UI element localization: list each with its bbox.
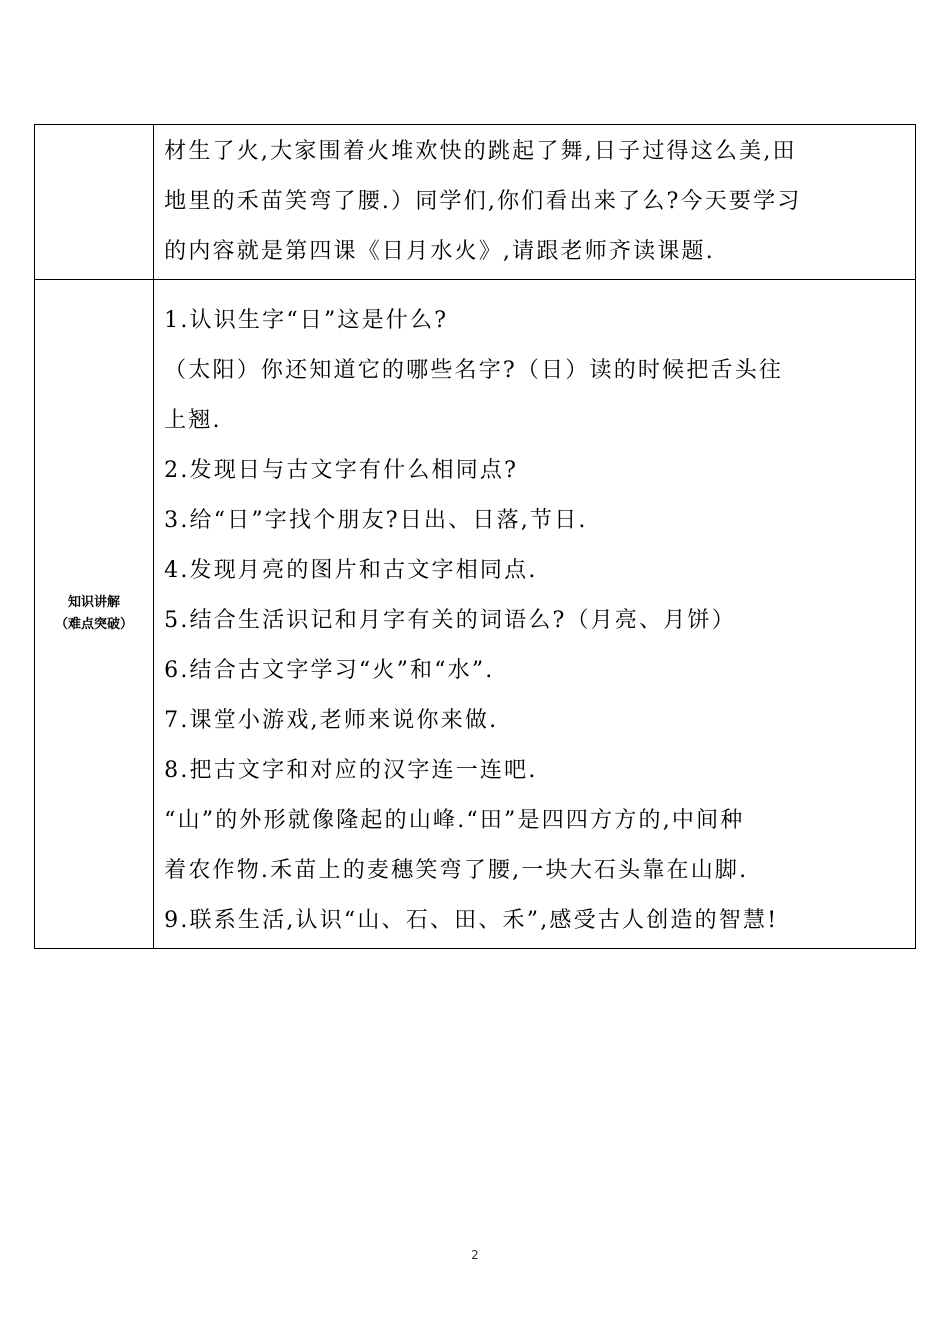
- content-line: 7.课堂小游戏,老师来说你来做.: [164, 708, 499, 733]
- lesson-plan-table: [34, 124, 916, 949]
- content-line: 4.发现月亮的图片和古文字相同点.: [164, 558, 538, 583]
- content-line: 5.结合生活识记和月字有关的词语么?（月亮、月饼）: [164, 608, 736, 633]
- content-line: 的内容就是第四课《日月水火》,请跟老师齐读课题.: [164, 239, 715, 264]
- row-content-cell: [154, 280, 916, 949]
- row-label-cell: [35, 280, 154, 949]
- content-line: 9.联系生活,认识“山、石、田、禾”,感受古人创造的智慧!: [164, 908, 779, 933]
- content-line: 地里的禾苗笑弯了腰.）同学们,你们看出来了么?今天要学习: [164, 189, 802, 214]
- table-row: [35, 280, 916, 949]
- section-sublabel: （难点突破）: [55, 617, 134, 632]
- content-line: “山”的外形就像隆起的山峰.“田”是四四方方的,中间种: [164, 808, 745, 833]
- content-line: （太阳）你还知道它的哪些名字?（日）读的时候把舌头往: [164, 358, 784, 383]
- content-line: 1.认识生字“日”这是什么?: [164, 308, 449, 333]
- content-line: 材生了火,大家围着火堆欢快的跳起了舞,日子过得这么美,田: [164, 139, 797, 164]
- section-label: 知识讲解: [68, 595, 121, 610]
- row-label-cell: [35, 125, 154, 280]
- content-line: 6.结合古文字学习“火”和“水”.: [164, 658, 495, 683]
- content-line: 着农作物.禾苗上的麦穗笑弯了腰,一块大石头靠在山脚.: [164, 858, 749, 883]
- content-line: 3.给“日”字找个朋友?日出、日落,节日.: [164, 508, 588, 533]
- row-content-cell: [154, 125, 916, 280]
- content-line: 上翘.: [164, 408, 222, 433]
- content-line: 2.发现日与古文字有什么相同点?: [164, 458, 519, 483]
- content-line: 8.把古文字和对应的汉字连一连吧.: [164, 758, 538, 783]
- table-row: [35, 125, 916, 280]
- page-number: 2: [471, 1248, 479, 1262]
